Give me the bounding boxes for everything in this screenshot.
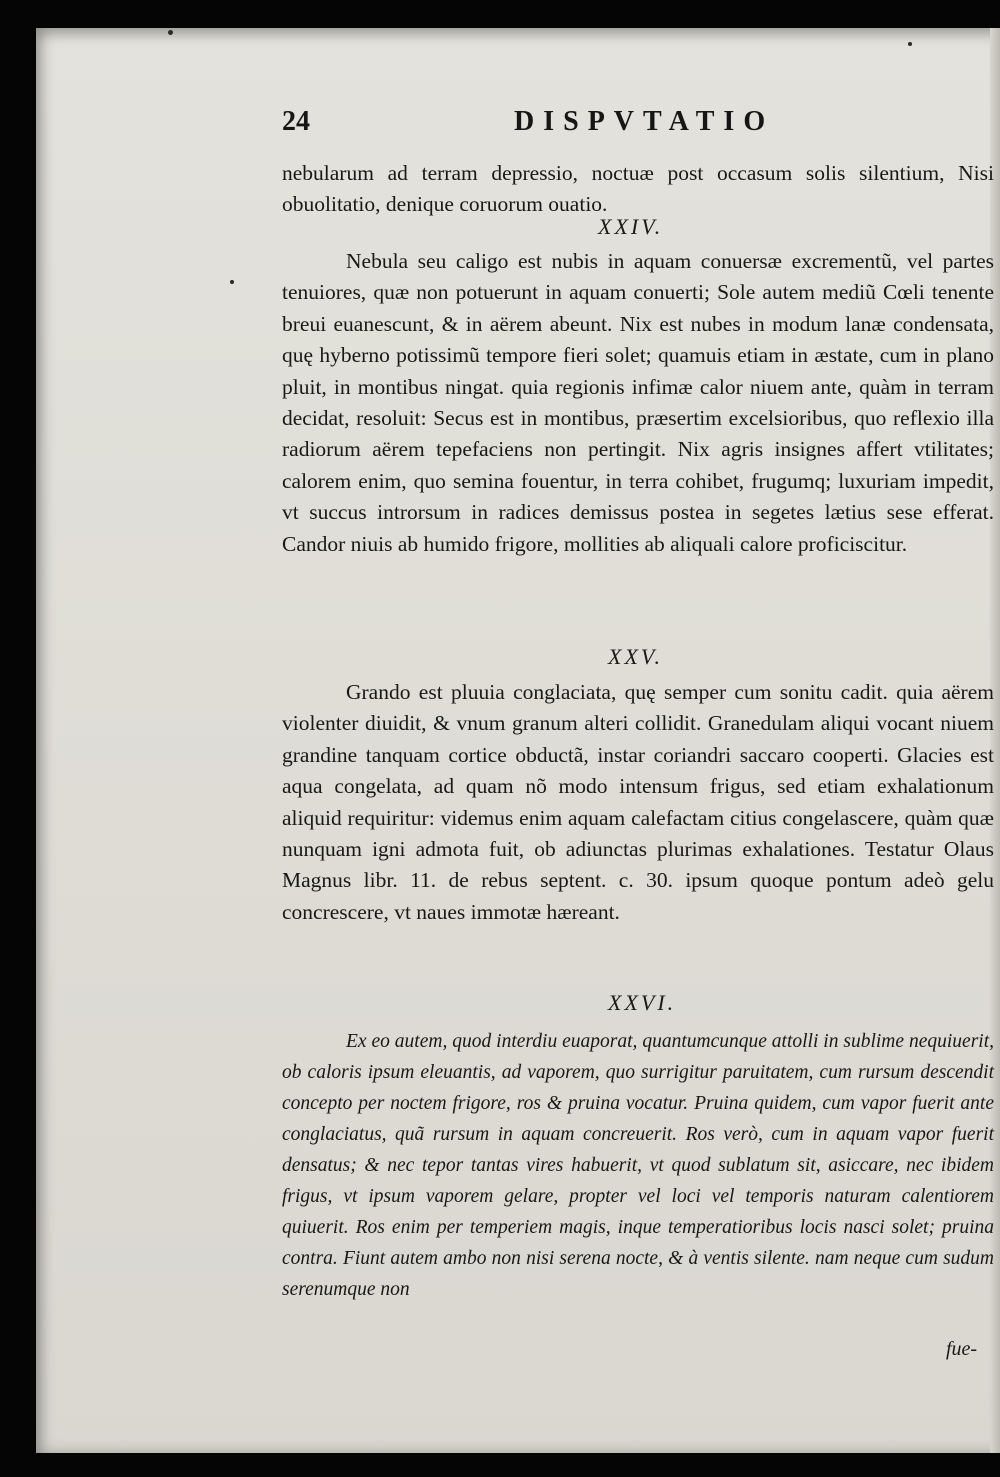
catchword: fue-: [946, 1338, 978, 1360]
carryover-paragraph: nebularum ad terram depressio, noctuæ post occasum solis silentium, Nisi obuolitatio, denique coruorum ouatio.: [282, 161, 994, 217]
section-xxiv-paragraph: Nebula seu caligo est nubis in aquam conuersæ excrementũ, vel partes tenuiores, quæ non potuerunt in aquam conuerti; Sole autem mediũ Cœli tenente breui euanescunt, & in aërem abeunt. Nix est nubes in modum lanæ condensata, quę hyberno potissimũ tempore fieri solet; quamuis etiam in æstate, cum in plano pluit, in montibus ningat. quia regionis infimæ calor niuem ante, quàm in terram decidat, resoluit: Secus est in montibus, præsertim excelsioribus, quo reflexio illa radiorum aërem tepefaciens non pertingit. Nix agris insignes affert vtilitates; calorem enim, quo semina fouentur, in terra cohibet, frugumq; luxuriam impedit, vt succus introrsum in radices demissus postea in segetes lætius sese efferat. Candor niuis ab humido frigore, mollities ab aliquali calore proficiscitur.: [282, 249, 994, 556]
section-xxiv-body: [282, 246, 994, 560]
section-number-xxv: XXV.: [608, 644, 663, 669]
carryover-text: [282, 158, 994, 221]
page-header: [282, 106, 982, 146]
section-xxv-body: [282, 677, 994, 928]
section-number-xxiv: XXIV.: [598, 214, 664, 239]
page-number: 24: [282, 106, 310, 137]
section-xxvi-paragraph: Ex eo autem, quod interdiu euaporat, quantumcunque attolli in sublime nequiuerit, ob caloris ipsum eleuantis, ad vaporem, quo surrigitur paruitatem, cum rursum descendit concepto per noctem frigore, ros & pruina vocatur. Pruina quidem, cum vapor fuerit ante conglaciatus, quã rursum in aquam concreuerit. Ros verò, cum in aquam vapor fuerit densatus; & nec tepor tantas vires habuerit, vt quod sublatum sit, asiccare, nec ibidem frigus, vt ipsum vaporem gelare, propter vel loci vel temporis naturam calentiorem quiuerit. Ros enim per temperiem magis, inque temperatioribus locis nasci solet; pruina contra. Fiunt autem ambo non nisi serena nocte, & à ventis silente. nam neque cum sudum serenumque non: [282, 1031, 994, 1300]
section-number-xxvi: XXVI.: [608, 990, 677, 1015]
section-xxvi-body: [282, 1026, 994, 1305]
section-xxv-paragraph: Grando est pluuia conglaciata, quę semper cum sonitu cadit. quia aërem violenter diuidit, & vnum granum alteri collidit. Granedulam aliqui vocant niuem grandine tanquam cortice obductã, instar coriandri saccaro cooperti. Glacies est aqua congelata, ad quam nõ modo intensum frigus, sed etiam exhalationum aliquid requiritur: videmus enim aquam calefactam citius congelascere, quàm quæ nunquam igni admota fuit, ob adiunctas plurimas exhalationes. Testatur Olaus Magnus libr. 11. de rebus septent. c. 30. ipsum quoque pontum adeò gelu concrescere, vt naues immotæ hæreant.: [282, 680, 994, 924]
ink-speck: [908, 42, 912, 46]
running-title: DISPVTATIO: [514, 106, 775, 137]
ink-speck: [230, 280, 234, 284]
ink-speck: [168, 30, 173, 35]
